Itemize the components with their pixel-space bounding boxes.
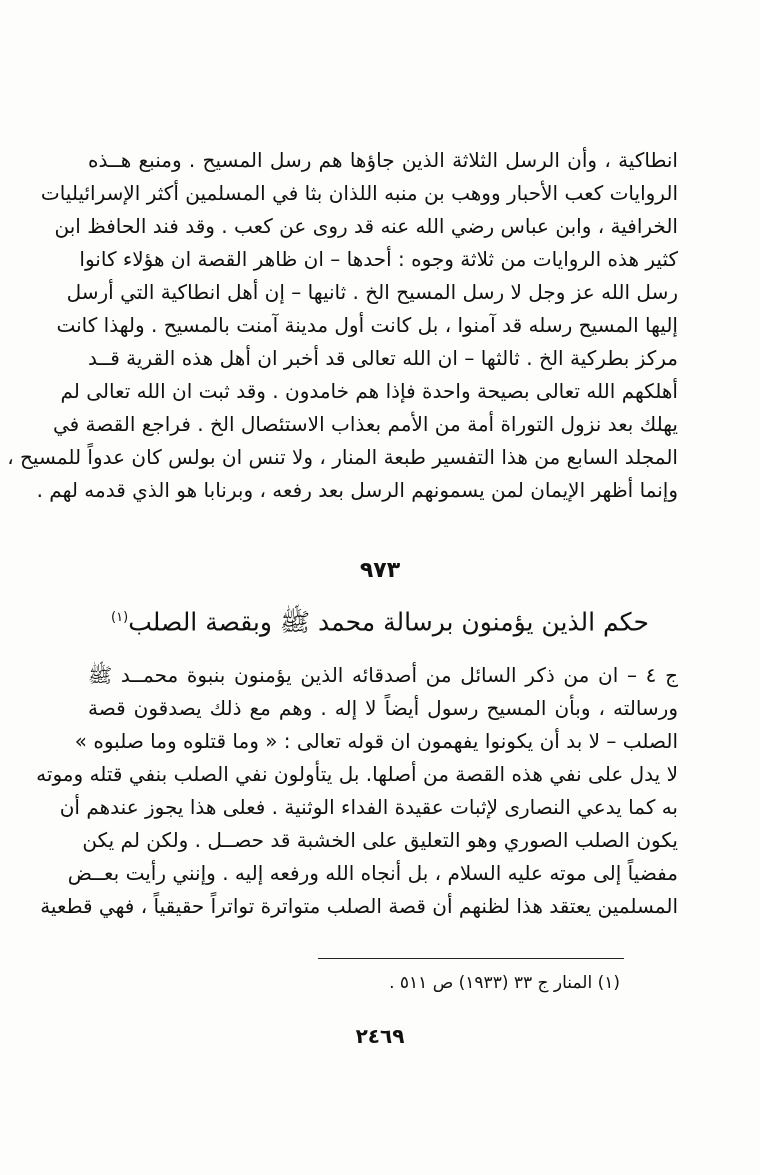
footnote-marker: (١)	[111, 610, 129, 625]
section-number: ٩٧٣	[359, 558, 401, 583]
text-line: به كما يدعي النصارى لإثبات عقيدة الفداء الوثنية . فعلى هذا يجوز عندهم أن	[59, 795, 678, 819]
text-line: وإنما أظهر الإيمان لمن يسمونهم الرسل بعد رفعه ، وبرنابا هو الذي قدمه لهم .	[36, 478, 678, 502]
text-line: الصلب – لا بد أن يكونوا يفهمون ان قوله تعالى : « وما قتلوه وما صلبوه »	[74, 729, 678, 753]
text-line: إليها المسيح رسله قد آمنوا ، بل كانت أول مدينة آمنت بالمسيح . ولهذا كانت	[56, 313, 678, 337]
text-line: رسل الله عز وجل لا رسل المسيح الخ . ثانيها – إن أهل انطاكية التي أرسل	[66, 280, 678, 304]
text-line: المسلمين يعتقد هذا لظنهم أن قصة الصلب متواترة تواتراً حقيقياً ، فهي قطعية	[40, 894, 678, 918]
footnote-divider	[318, 958, 624, 959]
footnote: (١) المنار ج ٣٣ (١٩٣٣) ص ٥١١ .	[389, 973, 620, 993]
page-number: ٢٤٦٩	[355, 1024, 405, 1048]
text-line: الخرافية ، وابن عباس رضي الله عنه قد روى عن كعب . وقد فند الحافظ ابن	[54, 214, 678, 238]
section-title	[0, 600, 760, 640]
text-line: يهلك بعد نزول التوراة أمة من الأمم بعذاب الاستئصال الخ . فراجع القصة في	[52, 412, 678, 436]
text-line: مفضياً إلى موته عليه السلام ، بل أنجاه الله ورفعه إليه . وإنني رأيت بعــض	[67, 861, 678, 885]
section-title-text: حكم الذين يؤمنون برسالة محمد ﷺ وبقصة الصلب	[128, 607, 649, 637]
text-line: ورسالته ، وبأن المسيح رسول أيضاً لا إله . وهم مع ذلك يصدقون قصة	[88, 696, 678, 720]
text-line: مركز بطركية الخ . ثالثها – ان الله تعالى قد أخبر ان أهل هذه القرية قــد	[88, 346, 678, 370]
text-line: أهلكهم الله تعالى بصيحة واحدة فإذا هم خامدون . وقد ثبت ان الله تعالى لم	[60, 379, 678, 403]
text-line: الروايات كعب الأحبار ووهب بن منبه اللذان بثا في المسلمين أكثر الإسرائيليات	[40, 181, 678, 205]
text-line: المجلد السابع من هذا التفسير طبعة المنار ، ولا تنس ان بولس كان عدواً للمسيح ،	[7, 445, 678, 469]
text-line: كثير هذه الروايات من ثلاثة وجوه : أحدها – ان ظاهر القصة ان هؤلاء كانوا	[79, 247, 678, 271]
text-line: يكون الصلب الصوري وهو التعليق على الخشبة قد حصــل . ولكن لم يكن	[82, 828, 678, 852]
text-line: لا يدل على نفي هذه القصة من أصلها. بل يتأولون نفي الصلب بنفي قتله وموته	[36, 762, 678, 786]
text-line: ج ٤ – ان من ذكر السائل من أصدقائه الذين يؤمنون بنبوة محمــد ﷺ	[88, 663, 678, 687]
text-line: انطاكية ، وأن الرسل الثلاثة الذين جاؤها هم رسل المسيح . ومنبع هــذه	[88, 148, 678, 172]
